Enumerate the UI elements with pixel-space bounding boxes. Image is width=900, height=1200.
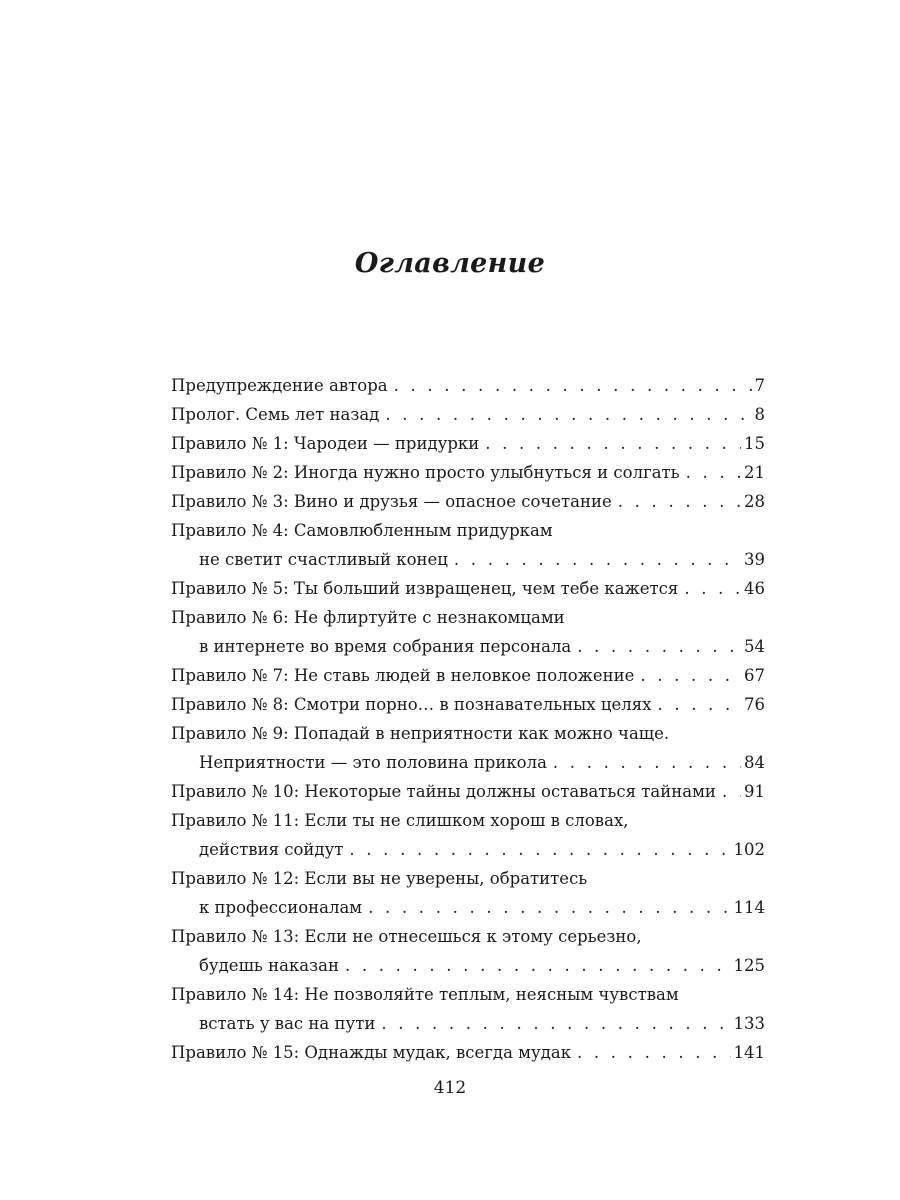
toc-entry-page: 28: [744, 492, 765, 511]
toc-entry-title: Правило № 8: Смотри порно… в познавательных целях: [171, 695, 652, 714]
toc-entry-title: Правило № 2: Иногда нужно просто улыбнуться и солгать: [171, 463, 680, 482]
toc-entry: [171, 516, 765, 574]
toc-entry: [171, 661, 765, 690]
toc-entry-title: Правило № 6: Не флиртуйте с незнакомцами: [171, 608, 565, 627]
toc-entry-title: в интернете во время собрания персонала: [199, 637, 572, 656]
toc-entry-page: 114: [733, 898, 765, 917]
dot-leader: [686, 458, 741, 487]
toc-entry-page: 39: [744, 550, 765, 569]
dot-leader: [349, 835, 730, 864]
toc-entry-title: Правило № 5: Ты больший извращенец, чем тебе кажется: [171, 579, 679, 598]
toc-heading: Оглавление: [354, 248, 546, 279]
toc-entry: [171, 922, 765, 980]
toc-entry-title: Правило № 4: Самовлюбленным придуркам: [171, 521, 553, 540]
dot-leader: [577, 1038, 730, 1067]
toc-entry-line: [171, 806, 765, 835]
toc-entry-line: [171, 719, 765, 748]
toc-entry: [171, 574, 765, 603]
toc-entry-title: Правило № 12: Если вы не уверены, обратитесь: [171, 869, 588, 888]
dot-leader: [618, 487, 741, 516]
toc-entry: [171, 777, 765, 806]
toc-entry-title: Правило № 11: Если ты не слишком хорош в словах,: [171, 811, 629, 830]
toc-entry-title: действия сойдут: [199, 840, 344, 859]
table-of-contents: [171, 371, 765, 1067]
dot-leader: [577, 632, 741, 661]
toc-entry-line: [171, 1038, 765, 1067]
toc-entry-page: 67: [744, 666, 765, 685]
toc-entry: [171, 719, 765, 777]
dot-leader: [640, 661, 741, 690]
dot-leader: [381, 1009, 730, 1038]
toc-entry-page: 84: [744, 753, 765, 772]
dot-leader: [345, 951, 731, 980]
toc-entry-title: Правило № 7: Не ставь людей в неловкое положение: [171, 666, 635, 685]
dot-leader: [722, 777, 741, 806]
toc-entry-line: [171, 632, 765, 661]
toc-entry: [171, 603, 765, 661]
toc-entry-title: Правило № 1: Чародеи — придурки: [171, 434, 480, 453]
toc-entry-title: Правило № 9: Попадай в неприятности как можно чаще.: [171, 724, 670, 743]
toc-entry-title: будешь наказан: [199, 956, 339, 975]
toc-entry-title: к профессионалам: [199, 898, 363, 917]
toc-entry-line: [171, 661, 765, 690]
toc-entry-line: [171, 603, 765, 632]
page-number: 412: [433, 1078, 467, 1098]
toc-entry-title: встать у вас на пути: [199, 1014, 376, 1033]
toc-entry-page: 76: [744, 695, 765, 714]
toc-entry-line: [171, 516, 765, 545]
toc-entry-title: не светит счастливый конец: [199, 550, 448, 569]
toc-entry: [171, 690, 765, 719]
toc-entry-page: 133: [733, 1014, 765, 1033]
toc-entry-title: Неприятности — это половина прикола: [199, 753, 547, 772]
dot-leader: [684, 574, 741, 603]
toc-entry-line: [171, 893, 765, 922]
toc-entry-line: [171, 429, 765, 458]
toc-entry-line: [171, 922, 765, 951]
dot-leader: [368, 893, 730, 922]
toc-entry: [171, 864, 765, 922]
toc-entry-line: [171, 748, 765, 777]
dot-leader: [454, 545, 741, 574]
toc-entry-line: [171, 690, 765, 719]
toc-entry-page: 21: [744, 463, 765, 482]
toc-entry-line: [171, 400, 765, 429]
toc-entry-line: [171, 545, 765, 574]
toc-entry-line: [171, 980, 765, 1009]
toc-entry-line: [171, 458, 765, 487]
toc-entry-title: Пролог. Семь лет назад: [171, 405, 380, 424]
toc-entry-page: 15: [744, 434, 765, 453]
dot-leader: [485, 429, 741, 458]
dot-leader: [394, 371, 752, 400]
toc-entry-page: 91: [744, 782, 765, 801]
toc-entry-line: [171, 835, 765, 864]
toc-entry: [171, 1038, 765, 1067]
toc-entry-title: Правило № 3: Вино и друзья — опасное сочетание: [171, 492, 612, 511]
toc-entry: [171, 458, 765, 487]
toc-entry-page: 7: [754, 376, 765, 395]
toc-entry-title: Правило № 14: Не позволяйте теплым, неясным чувствам: [171, 985, 679, 1004]
toc-entry-page: 54: [744, 637, 765, 656]
toc-entry-page: 102: [733, 840, 765, 859]
toc-entry-line: [171, 777, 765, 806]
toc-entry: [171, 429, 765, 458]
toc-entry-line: [171, 951, 765, 980]
toc-entry-page: 141: [733, 1043, 765, 1062]
toc-entry-title: Правило № 10: Некоторые тайны должны оставаться тайнами: [171, 782, 716, 801]
dot-leader: [657, 690, 741, 719]
toc-entry-page: 8: [754, 405, 765, 424]
toc-entry-page: 125: [733, 956, 765, 975]
toc-entry-page: 46: [744, 579, 765, 598]
toc-entry-title: Предупреждение автора: [171, 376, 388, 395]
toc-entry: [171, 980, 765, 1038]
toc-entry: [171, 371, 765, 400]
toc-entry: [171, 400, 765, 429]
toc-entry-line: [171, 574, 765, 603]
toc-entry-title: Правило № 15: Однажды мудак, всегда мудак: [171, 1043, 572, 1062]
toc-entry-line: [171, 371, 765, 400]
dot-leader: [553, 748, 741, 777]
toc-entry-title: Правило № 13: Если не отнесешься к этому серьезно,: [171, 927, 642, 946]
toc-entry: [171, 806, 765, 864]
toc-entry-line: [171, 1009, 765, 1038]
toc-entry-line: [171, 487, 765, 516]
dot-leader: [385, 400, 751, 429]
toc-entry-line: [171, 864, 765, 893]
toc-entry: [171, 487, 765, 516]
